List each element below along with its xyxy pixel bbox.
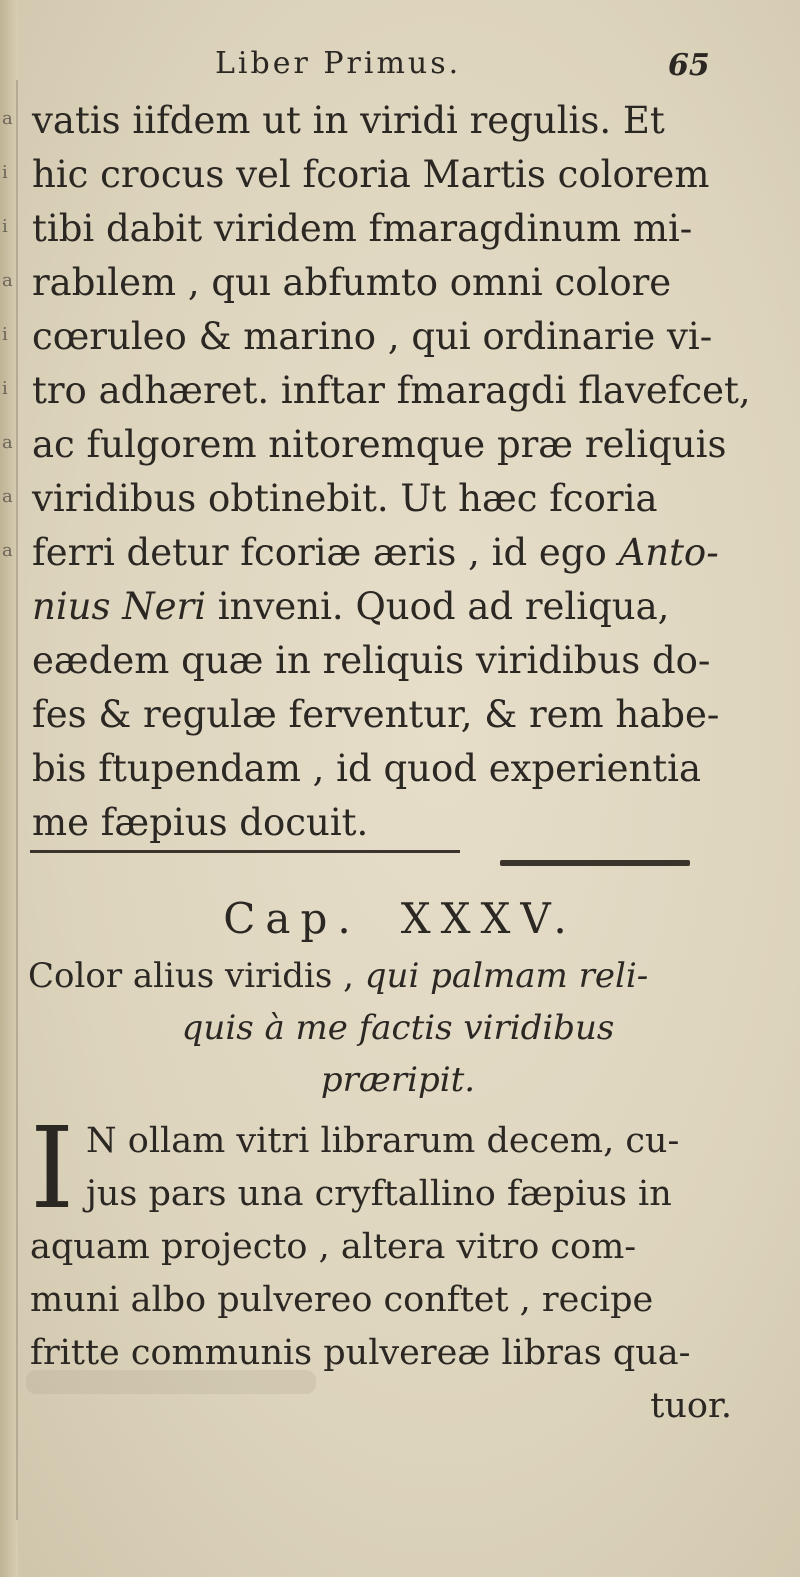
bleed-mark: a bbox=[2, 270, 13, 291]
running-title: Liber Primus. bbox=[215, 46, 462, 81]
bleed-mark: i bbox=[2, 378, 8, 399]
author-name-italic: Anto- bbox=[618, 531, 719, 574]
chapter-title-line bbox=[28, 950, 768, 1002]
text-line: eædem quæ in reliquis viridibus do- bbox=[32, 639, 711, 682]
margin-shadow-line bbox=[16, 80, 18, 1520]
text-line: tibi dabit viridem fmaragdinum mi- bbox=[32, 207, 693, 250]
text-line: fes & regulæ ferventur, & rem habe- bbox=[32, 693, 720, 736]
bleed-mark: a bbox=[2, 432, 13, 453]
chapter-label: Cap. bbox=[223, 894, 361, 943]
text-line bbox=[32, 580, 762, 634]
text-line: hic crocus vel fcoria Martis colorem bbox=[32, 153, 710, 196]
chapter-numeral: XXXV. bbox=[400, 894, 577, 943]
bleed-mark: a bbox=[2, 108, 13, 129]
text-segment: inveni. Quod ad reliqua, bbox=[206, 585, 670, 628]
text-line: ac fulgorem nitoremque præ reliquis bbox=[32, 423, 727, 466]
text-line bbox=[32, 526, 762, 580]
chapter-title-italic: qui palmam reli- bbox=[364, 956, 649, 996]
bleed-mark: a bbox=[2, 486, 13, 507]
bleed-mark: a bbox=[2, 540, 13, 561]
text-line: jus pars una cryftallino fæpius in bbox=[86, 1174, 672, 1214]
author-name-italic: nius Neri bbox=[32, 585, 207, 628]
text-line: cœruleo & marino , qui ordinarie vi- bbox=[32, 315, 713, 358]
chapter-title-line: quis à me factis viridibus bbox=[181, 1008, 615, 1048]
text-line: fritte communis pulvereæ libras qua- bbox=[30, 1333, 691, 1373]
text-line: vatis iifdem ut in viridi regulis. Et bbox=[32, 99, 665, 142]
ink-smudge bbox=[26, 1370, 316, 1394]
chapter-title-line: præripit. bbox=[320, 1060, 476, 1100]
text-line: viridibus obtinebit. Ut hæc fcoria bbox=[32, 477, 658, 520]
page-header bbox=[0, 40, 800, 90]
bleed-mark: i bbox=[2, 216, 8, 237]
drop-cap-initial: I bbox=[30, 1104, 75, 1234]
bleed-mark: i bbox=[2, 162, 8, 183]
divider-rule-right bbox=[500, 860, 690, 866]
continued-text bbox=[32, 94, 762, 850]
bleed-mark: i bbox=[2, 324, 8, 345]
text-line: aquam projecto , altera vitro com- bbox=[30, 1227, 637, 1267]
divider-rule-left bbox=[30, 850, 460, 853]
text-line: muni albo pulvereo conftet , recipe bbox=[30, 1280, 654, 1320]
text-line: rabılem , quı abfumto omni colore bbox=[32, 261, 672, 304]
text-line: me fæpius docuit. bbox=[32, 801, 369, 844]
catchword: tuor. bbox=[650, 1386, 732, 1426]
text-line: bis ftupendam , id quod experientia bbox=[32, 747, 702, 790]
page-number: 65 bbox=[668, 48, 710, 83]
text-segment: ferri detur fcoriæ æris , id ego bbox=[32, 531, 607, 574]
chapter-heading bbox=[0, 894, 800, 943]
text-line: N ollam vitri librarum decem, cu- bbox=[86, 1121, 680, 1161]
chapter-title-roman: Color alius viridis , bbox=[28, 956, 354, 996]
text-line: tro adhæret. inftar fmaragdi flavefcet, bbox=[32, 369, 751, 412]
section-divider bbox=[0, 848, 800, 868]
chapter-title bbox=[28, 950, 768, 1106]
